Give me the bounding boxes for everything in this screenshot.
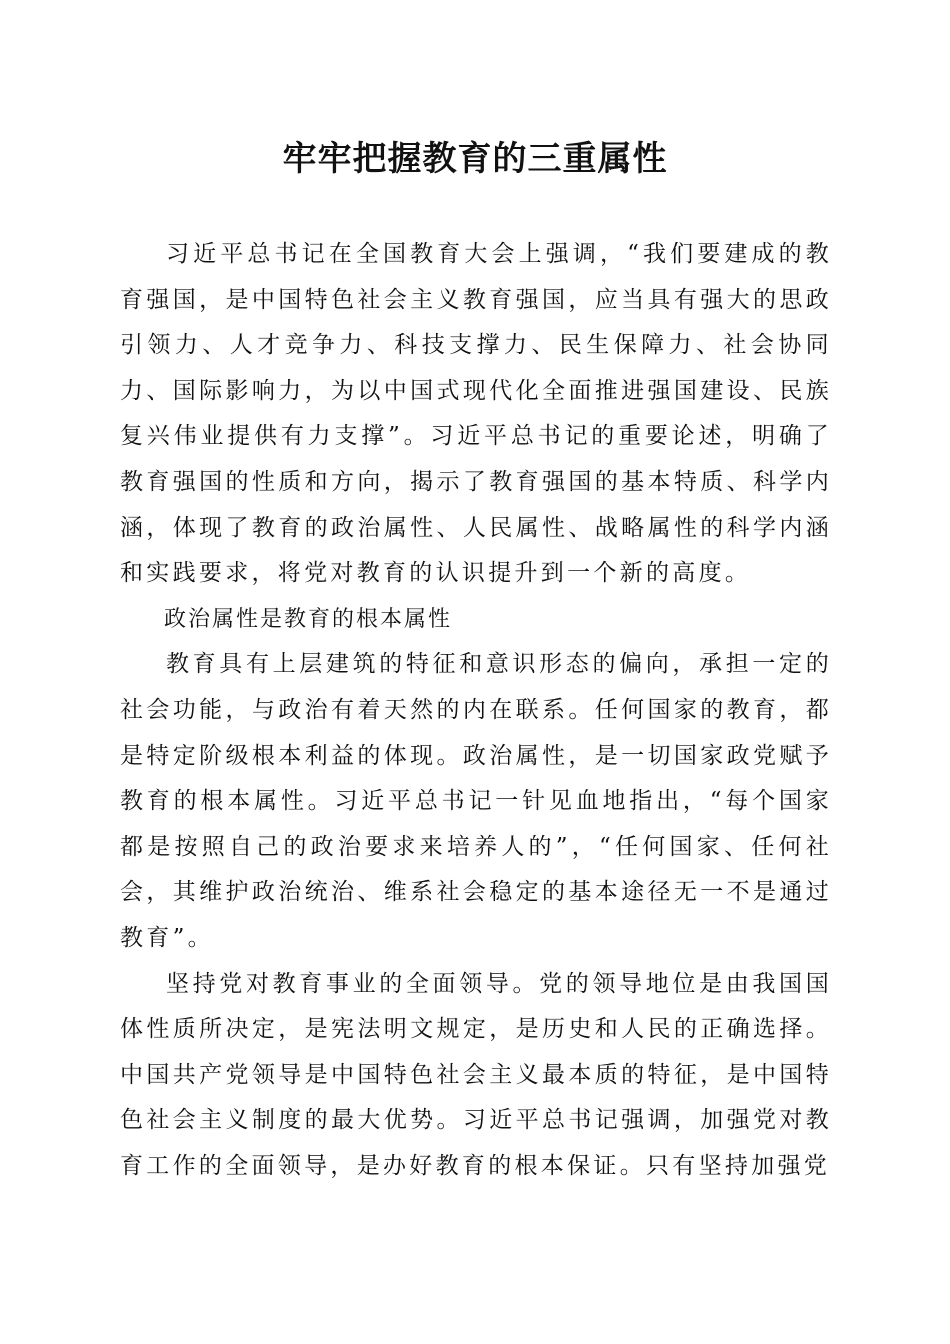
party-leadership-paragraph: 坚持党对教育事业的全面领导。党的领导地位是由我国国体性质所决定，是宪法明文规定，是历史和人民的正确选择。中国共产党领导是中国特色社会主义最本质的特征，是中国特色社会主义制度的最大优势。习近平总书记强调，加强党对教育工作的全面领导，是办好教育的根本保证。只有坚持加强党 xyxy=(120,970,832,1179)
document-body xyxy=(120,232,832,1189)
political-attribute-paragraph: 教育具有上层建筑的特征和意识形态的偏向，承担一定的社会功能，与政治有着天然的内在联系。任何国家的教育，都是特定阶级根本利益的体现。政治属性，是一切国家政党赋予教育的根本属性。习近平总书记一针见血地指出，“每个国家都是按照自己的政治要求来培养人的”，“任何国家、任何社会，其维护政治统治、维系社会稳定的基本途径无一不是通过教育”。 xyxy=(120,651,832,951)
section-heading: 政治属性是教育的根本属性 xyxy=(164,606,453,632)
document-title: 牢牢把握教育的三重属性 xyxy=(282,139,668,179)
intro-paragraph: 习近平总书记在全国教育大会上强调，“我们要建成的教育强国，是中国特色社会主义教育强国，应当具有强大的思政引领力、人才竞争力、科技支撑力、民生保障力、社会协同力、国际影响力，为以中国式现代化全面推进强国建设、民族复兴伟业提供有力支撑”。习近平总书记的重要论述，明确了教育强国的性质和方向，揭示了教育强国的基本特质、科学内涵，体现了教育的政治属性、人民属性、战略属性的科学内涵和实践要求，将党对教育的认识提升到一个新的高度。 xyxy=(120,241,832,587)
